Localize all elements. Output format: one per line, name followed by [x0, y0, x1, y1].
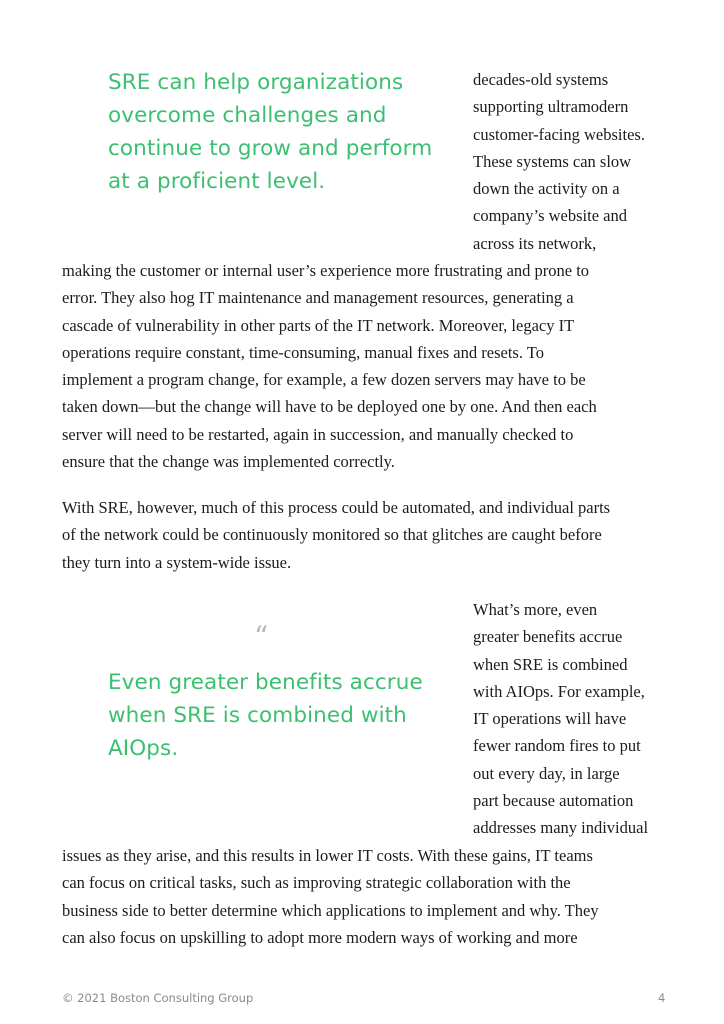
- text-line: greater benefits accrue: [473, 627, 623, 647]
- body-paragraph-3: [62, 842, 672, 951]
- text-line: What’s more, even: [473, 600, 598, 619]
- pull-quote-line: overcome challenges and: [108, 103, 387, 128]
- page-number: 4: [658, 991, 666, 1005]
- body-column-2: [473, 596, 673, 842]
- text-line: implement a program change, for example, a few dozen servers may have to be: [62, 370, 586, 390]
- text-line: fewer random fires to put: [473, 736, 641, 756]
- text-line: addresses many individual: [473, 818, 649, 838]
- text-line: error. They also hog IT maintenance and management resources, generating a: [62, 288, 574, 308]
- text-line: when SRE is combined: [473, 654, 628, 674]
- text-line: across its network,: [473, 233, 597, 253]
- text-line: These systems can slow: [473, 151, 632, 171]
- text-line: server will need to be restarted, again in succession, and manually checked to: [62, 424, 574, 444]
- text-line: cascade of vulnerability in other parts of the IT network. Moreover, legacy IT: [62, 315, 575, 335]
- quote-mark-icon: “: [254, 620, 269, 653]
- text-line: of the network could be continuously monitored so that glitches are caught before: [62, 525, 602, 545]
- text-line: can also focus on upskilling to adopt more modern ways of working and more: [62, 927, 578, 947]
- body-column-1: [473, 66, 673, 257]
- footer-copyright: © 2021 Boston Consulting Group: [62, 991, 254, 1005]
- text-line: ensure that the change was implemented correctly.: [62, 452, 395, 472]
- text-line: making the customer or internal user’s experience more frustrating and prone to: [62, 261, 590, 280]
- body-paragraph-1: [62, 257, 672, 475]
- pull-quote-line: SRE can help organizations: [108, 70, 404, 95]
- pull-quote-line: AIOps.: [108, 736, 179, 761]
- text-line: IT operations will have: [473, 709, 627, 729]
- text-line: business side to better determine which applications to implement and why. They: [62, 900, 599, 920]
- text-line: taken down—but the change will have to be deployed one by one. And then each: [62, 397, 597, 417]
- text-line: operations require constant, time-consuming, manual fixes and resets. To: [62, 342, 544, 362]
- text-line: decades-old systems: [473, 70, 609, 89]
- text-line: with AIOps. For example,: [473, 681, 645, 701]
- pull-quote-line: at a proficient level.: [108, 169, 326, 194]
- text-line: down the activity on a: [473, 179, 620, 199]
- text-line: issues as they arise, and this results in lower IT costs. With these gains, IT teams: [62, 846, 593, 865]
- text-line: can focus on critical tasks, such as improving strategic collaboration with the: [62, 873, 571, 893]
- pull-quote-line: continue to grow and perform: [108, 136, 433, 161]
- text-line: company’s website and: [473, 206, 627, 226]
- pull-quote-1: [108, 66, 438, 198]
- text-line: customer-facing websites.: [473, 124, 645, 144]
- text-line: With SRE, however, much of this process could be automated, and individual parts: [62, 498, 611, 517]
- text-line: they turn into a system-wide issue.: [62, 552, 292, 572]
- text-line: part because automation: [473, 791, 634, 811]
- text-line: out every day, in large: [473, 763, 620, 783]
- text-line: supporting ultramodern: [473, 97, 629, 117]
- pull-quote-2: [108, 666, 438, 765]
- pull-quote-line: Even greater benefits accrue: [108, 670, 423, 695]
- body-paragraph-2: [62, 494, 672, 576]
- pull-quote-line: when SRE is combined with: [108, 703, 407, 728]
